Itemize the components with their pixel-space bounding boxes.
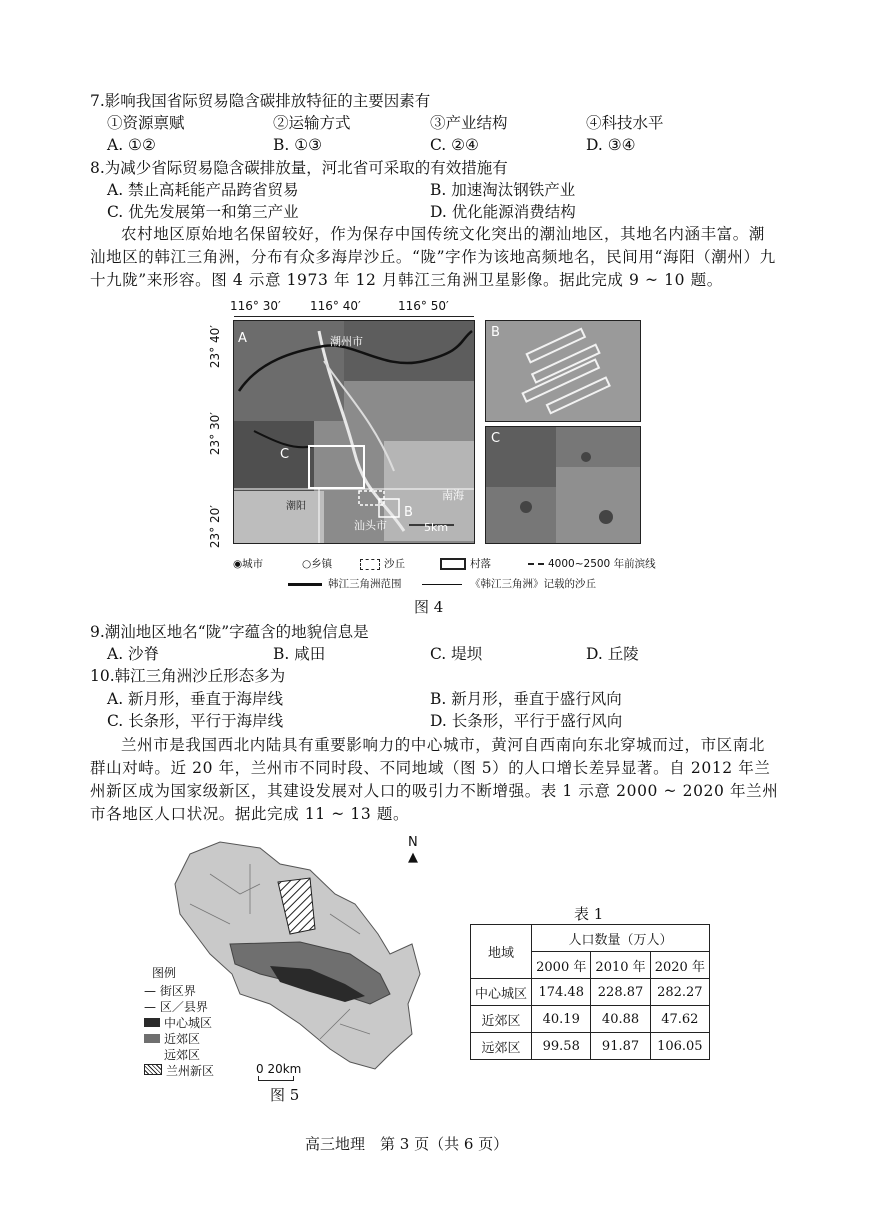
dune-symbol-icon [360,559,380,570]
q8-option-c: C. 优先发展第一和第三产业 [107,203,299,221]
legend-recorded-dune: 《韩江三角洲》记载的沙丘 [422,576,596,591]
q8-option-a: A. 禁止高耗能产品跨省贸易 [107,181,299,199]
thin-line-icon [422,584,462,585]
q7-option-c: C. ②④ [430,136,479,154]
legend-dune: 沙丘 [360,556,405,571]
q9-option-b: B. 咸田 [273,645,326,663]
swatch-core-icon [144,1018,160,1027]
fig5-scale-label: 0 20km [256,1062,302,1076]
swatch-far-icon [144,1050,160,1059]
lon-tick-3: 116° 50′ [398,299,449,313]
satellite-texture [234,321,474,543]
town-symbol-icon: ○ [302,558,312,570]
satellite-main-map [233,320,475,544]
header-year: 2020 年 [650,952,709,979]
dashed-line-icon [528,563,544,565]
inset-b-label: B [491,325,500,340]
row-label: 远郊区 [471,1033,532,1060]
table-cell: 106.05 [650,1033,709,1060]
table-cell: 40.88 [591,1006,650,1033]
table-cell: 99.58 [532,1033,591,1060]
legend-street-boundary: — 街区界 [144,984,196,998]
scale-bar-label: 5km [424,521,449,534]
table-cell: 40.19 [532,1006,591,1033]
lon-axis [234,316,474,317]
lat-tick-3: 23° 20′ [208,505,222,549]
q10-option-b: B. 新月形，垂直于盛行风向 [430,690,622,708]
table-cell: 228.87 [591,979,650,1006]
q9-option-c: C. 堤坝 [430,645,483,663]
header-region: 地域 [471,925,532,979]
q10-option-c: C. 长条形，平行于海岸线 [107,712,284,730]
line-icon: — [144,1000,160,1014]
lon-tick-2: 116° 40′ [310,299,361,313]
legend-near-suburb: 近郊区 [144,1030,200,1047]
label-chaozhou: 潮州市 [330,335,363,348]
table-1-title: 表 1 [574,905,604,923]
passage-lanzhou: 兰州市是我国西北内陆具有重要影响力的中心城市，黄河自西南向东北穿城而过，市区南北群山对峙。近 20 年，兰州市不同时段、不同地域（图 5）的人口增长差异显著。自 2012 年兰州新区成为国家级新区，其建设发展对人口的吸引力不断增强。表 1 示意 2000 ~ 2020 年兰州市各地区人口状况。据此完成 11 ~ 13 题。 [90,736,779,823]
city-symbol-icon: ◉ [233,558,243,570]
label-a: A [238,331,247,346]
label-chaoyang: 潮阳 [286,501,306,512]
label-b: B [404,505,413,520]
figure-5-caption: 图 5 [270,1086,300,1104]
lat-tick-2: 23° 30′ [208,412,222,456]
table-cell: 282.27 [650,979,709,1006]
swatch-hatch-icon [144,1064,162,1075]
header-year: 2010 年 [591,952,650,979]
page-footer: 高三地理 第 3 页（共 6 页） [305,1135,509,1153]
scale-bar [258,1076,294,1081]
satellite-inset-b [485,320,641,422]
q7-item-4: ④科技水平 [586,114,664,132]
legend-far-suburb: 远郊区 [144,1046,200,1063]
table-cell: 91.87 [591,1033,650,1060]
village-symbol-icon [440,558,466,570]
figure-4-caption: 图 4 [414,598,444,616]
label-c: C [280,447,290,462]
q7-option-d: D. ③④ [586,136,636,154]
lat-tick-1: 23° 40′ [208,325,222,369]
q9-option-d: D. 丘陵 [586,645,639,663]
q7-item-3: ③产业结构 [430,114,508,132]
q10-option-d: D. 长条形，平行于盛行风向 [430,712,623,730]
q8-option-b: B. 加速淘汰钢铁产业 [430,181,576,199]
header-population: 人口数量（万人） [532,925,710,952]
legend-delta-range: 韩江三角洲范围 [288,576,402,591]
q10-stem: 10.韩江三角洲沙丘形态多为 [90,667,286,685]
passage-chaoshan: 农村地区原始地名保留较好，作为保存中国传统文化突出的潮汕地区，其地名内涵丰富。潮汕地区的韩江三角洲，分布有众多海岸沙丘。“陇”字作为该地高频地名，民间用“海阳（潮州）九十九陇”来形容。图 4 示意 1973 年 12 月韩江三角洲卫星影像。据此完成 9 ~ 10 题。 [90,225,776,289]
line-icon: — [144,984,160,998]
q9-option-a: A. 沙脊 [107,645,160,663]
swatch-near-icon [144,1034,160,1043]
legend-town: ○乡镇 [302,558,333,570]
q7-item-1: ①资源禀赋 [107,114,185,132]
legend-county-boundary: — 区／县界 [144,1000,208,1014]
population-table [470,924,710,1060]
header-year: 2000 年 [532,952,591,979]
legend-new-district: 兰州新区 [144,1062,214,1079]
table-row [471,1006,710,1033]
legend-core-district: 中心城区 [144,1014,212,1031]
table-cell: 174.48 [532,979,591,1006]
table-row [471,1033,710,1060]
fig5-legend-title: 图例 [152,966,177,980]
row-label: 近郊区 [471,1006,532,1033]
q7-item-2: ②运输方式 [273,114,351,132]
q7-stem: 7.影响我国省际贸易隐含碳排放特征的主要因素有 [90,92,431,110]
satellite-inset-c [485,426,641,544]
legend-village: 村落 [440,556,491,571]
q10-option-a: A. 新月形，垂直于海岸线 [107,690,284,708]
table-cell: 47.62 [650,1006,709,1033]
label-nanhai: 南海 [442,489,464,502]
q9-stem: 9.潮汕地区地名“陇”字蕴含的地貌信息是 [90,623,369,641]
label-shantou: 汕头市 [354,519,387,532]
inset-c-label: C [491,431,501,446]
lon-tick-1: 116° 30′ [230,299,281,313]
q8-stem: 8.为减少省际贸易隐含碳排放量，河北省可采取的有效措施有 [90,159,508,177]
row-label: 中心城区 [471,979,532,1006]
q8-option-d: D. 优化能源消费结构 [430,203,576,221]
inset-b-texture [486,321,640,421]
q7-option-b: B. ①③ [273,136,323,154]
legend-shoreline: 4000~2500 年前滨线 [528,556,656,571]
q7-option-a: A. ①② [107,136,156,154]
thick-line-icon [288,583,322,586]
north-arrow-icon: N ▲ [408,835,418,865]
inset-c-texture [486,427,640,543]
legend-city: ◉城市 [233,558,264,570]
table-row [471,979,710,1006]
